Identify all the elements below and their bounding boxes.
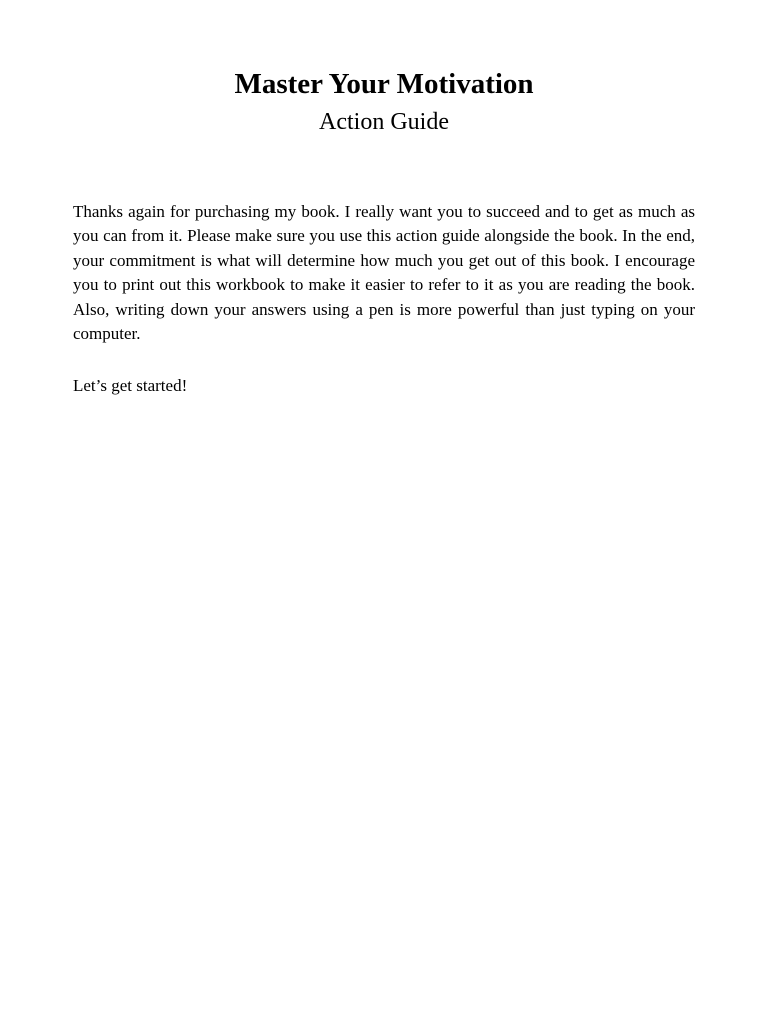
page-subtitle: Action Guide — [319, 109, 449, 135]
intro-paragraph: Thanks again for purchasing my book. I really want you to succeed and to get as much as you can from it. Please make sure you use this action guide alongside the book. In the end, your commitment is what will determine how much you get out of this book. I encourage you to print out this workbook to make it easier to refer to it as you are reading the book. Also, writing down your answers using a pen is more powerful than just typing on your computer. — [73, 202, 695, 344]
page-title: Master Your Motivation — [234, 68, 534, 100]
closing-line: Let’s get started! — [73, 376, 188, 395]
